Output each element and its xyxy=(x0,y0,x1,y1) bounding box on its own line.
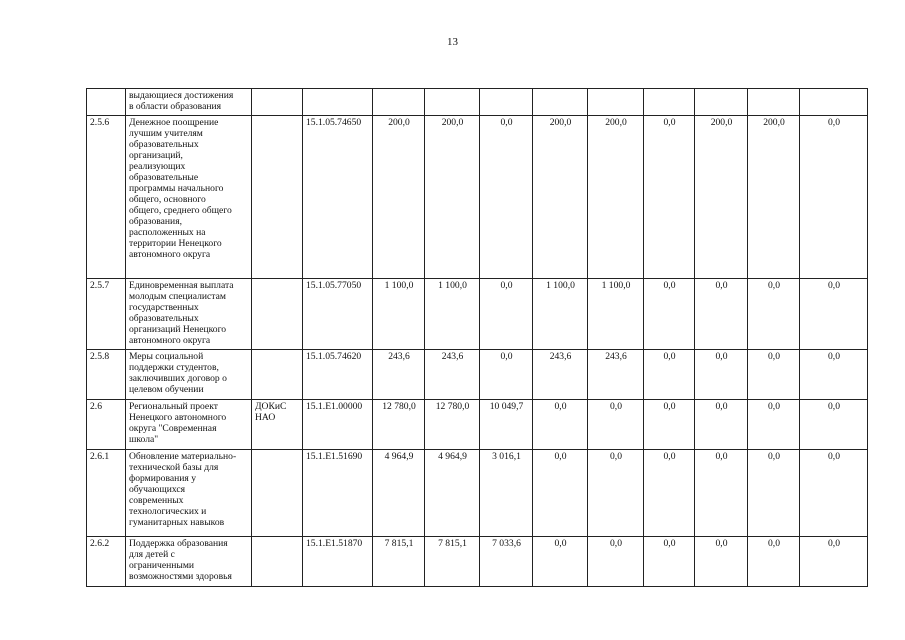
amount-cell: 0,0 xyxy=(480,116,533,279)
amount-cell: 0,0 xyxy=(800,450,868,537)
amount-cell xyxy=(373,89,425,116)
amount-cell: 243,6 xyxy=(588,350,644,400)
budget-code-cell: 15.1.Е1.51690 xyxy=(303,450,373,537)
amount-cell xyxy=(748,89,800,116)
budget-code-cell: 15.1.Е1.00000 xyxy=(303,400,373,450)
amount-cell xyxy=(695,89,748,116)
executor-cell xyxy=(252,450,303,537)
budget-table xyxy=(86,88,868,587)
row-number-cell: 2.5.7 xyxy=(87,279,126,350)
amount-cell: 0,0 xyxy=(588,537,644,587)
amount-cell: 0,0 xyxy=(480,279,533,350)
table-row xyxy=(87,116,868,279)
amount-cell: 0,0 xyxy=(695,537,748,587)
amount-cell: 7 033,6 xyxy=(480,537,533,587)
table-row xyxy=(87,350,868,400)
row-number-cell: 2.6.2 xyxy=(87,537,126,587)
amount-cell: 1 100,0 xyxy=(533,279,588,350)
amount-cell xyxy=(425,89,480,116)
row-name-cell: Меры социальной поддержки студентов, заключивших договор о целевом обучении xyxy=(126,350,252,400)
amount-cell: 0,0 xyxy=(644,116,695,279)
amount-cell: 1 100,0 xyxy=(425,279,480,350)
amount-cell: 3 016,1 xyxy=(480,450,533,537)
amount-cell: 0,0 xyxy=(644,400,695,450)
amount-cell: 0,0 xyxy=(748,537,800,587)
row-number-cell: 2.5.8 xyxy=(87,350,126,400)
amount-cell: 0,0 xyxy=(800,400,868,450)
table-row xyxy=(87,450,868,537)
amount-cell xyxy=(480,89,533,116)
amount-cell: 243,6 xyxy=(533,350,588,400)
amount-cell xyxy=(644,89,695,116)
executor-cell: ДОКиС НАО xyxy=(252,400,303,450)
amount-cell: 200,0 xyxy=(695,116,748,279)
amount-cell: 0,0 xyxy=(695,350,748,400)
table-row xyxy=(87,400,868,450)
amount-cell: 0,0 xyxy=(644,450,695,537)
row-name-cell: Единовременная выплата молодым специалистам государственных образовательных организаций Ненецкого автономного округа xyxy=(126,279,252,350)
amount-cell: 0,0 xyxy=(695,279,748,350)
amount-cell: 1 100,0 xyxy=(373,279,425,350)
amount-cell: 0,0 xyxy=(800,350,868,400)
page-number: 13 xyxy=(447,36,458,48)
amount-cell: 1 100,0 xyxy=(588,279,644,350)
amount-cell: 0,0 xyxy=(644,537,695,587)
amount-cell: 12 780,0 xyxy=(373,400,425,450)
amount-cell: 0,0 xyxy=(748,450,800,537)
budget-code-cell: 15.1.05.77050 xyxy=(303,279,373,350)
amount-cell: 200,0 xyxy=(373,116,425,279)
budget-code-cell: 15.1.05.74650 xyxy=(303,116,373,279)
row-number-cell: 2.5.6 xyxy=(87,116,126,279)
amount-cell: 200,0 xyxy=(533,116,588,279)
executor-cell xyxy=(252,537,303,587)
amount-cell: 0,0 xyxy=(748,350,800,400)
amount-cell: 7 815,1 xyxy=(373,537,425,587)
amount-cell: 0,0 xyxy=(800,116,868,279)
amount-cell: 0,0 xyxy=(800,279,868,350)
budget-code-cell: 15.1.Е1.51870 xyxy=(303,537,373,587)
amount-cell: 0,0 xyxy=(695,400,748,450)
executor-cell xyxy=(252,279,303,350)
amount-cell: 0,0 xyxy=(533,400,588,450)
executor-cell xyxy=(252,350,303,400)
amount-cell xyxy=(588,89,644,116)
amount-cell: 7 815,1 xyxy=(425,537,480,587)
amount-cell: 243,6 xyxy=(373,350,425,400)
amount-cell: 10 049,7 xyxy=(480,400,533,450)
amount-cell: 0,0 xyxy=(644,350,695,400)
row-number-cell xyxy=(87,89,126,116)
amount-cell: 0,0 xyxy=(480,350,533,400)
amount-cell: 12 780,0 xyxy=(425,400,480,450)
budget-code-cell xyxy=(303,89,373,116)
amount-cell: 0,0 xyxy=(695,450,748,537)
amount-cell: 0,0 xyxy=(588,400,644,450)
amount-cell: 0,0 xyxy=(588,450,644,537)
amount-cell: 4 964,9 xyxy=(425,450,480,537)
amount-cell: 4 964,9 xyxy=(373,450,425,537)
amount-cell: 200,0 xyxy=(748,116,800,279)
row-name-cell: Региональный проект Ненецкого автономного округа "Современная школа" xyxy=(126,400,252,450)
row-name-cell: Обновление материально- технической базы для формирования у обучающихся современных технологических и гуманитарных навыков xyxy=(126,450,252,537)
row-name-cell: Денежное поощрение лучшим учителям образовательных организаций, реализующих образовательные программы начального общего, основного общего, среднего общего образования, расположенных на территории Ненецкого автономного округа xyxy=(126,116,252,279)
amount-cell: 243,6 xyxy=(425,350,480,400)
amount-cell: 0,0 xyxy=(748,279,800,350)
executor-cell xyxy=(252,116,303,279)
amount-cell: 0,0 xyxy=(800,537,868,587)
amount-cell: 0,0 xyxy=(644,279,695,350)
row-number-cell: 2.6.1 xyxy=(87,450,126,537)
row-number-cell: 2.6 xyxy=(87,400,126,450)
amount-cell: 0,0 xyxy=(533,537,588,587)
budget-code-cell: 15.1.05.74620 xyxy=(303,350,373,400)
amount-cell: 0,0 xyxy=(748,400,800,450)
executor-cell xyxy=(252,89,303,116)
amount-cell xyxy=(533,89,588,116)
table-row xyxy=(87,537,868,587)
table-row xyxy=(87,279,868,350)
amount-cell xyxy=(800,89,868,116)
row-name-cell: Поддержка образования для детей с ограниченными возможностями здоровья xyxy=(126,537,252,587)
table-row xyxy=(87,89,868,116)
row-name-cell: выдающиеся достижения в области образования xyxy=(126,89,252,116)
amount-cell: 200,0 xyxy=(588,116,644,279)
amount-cell: 200,0 xyxy=(425,116,480,279)
amount-cell: 0,0 xyxy=(533,450,588,537)
